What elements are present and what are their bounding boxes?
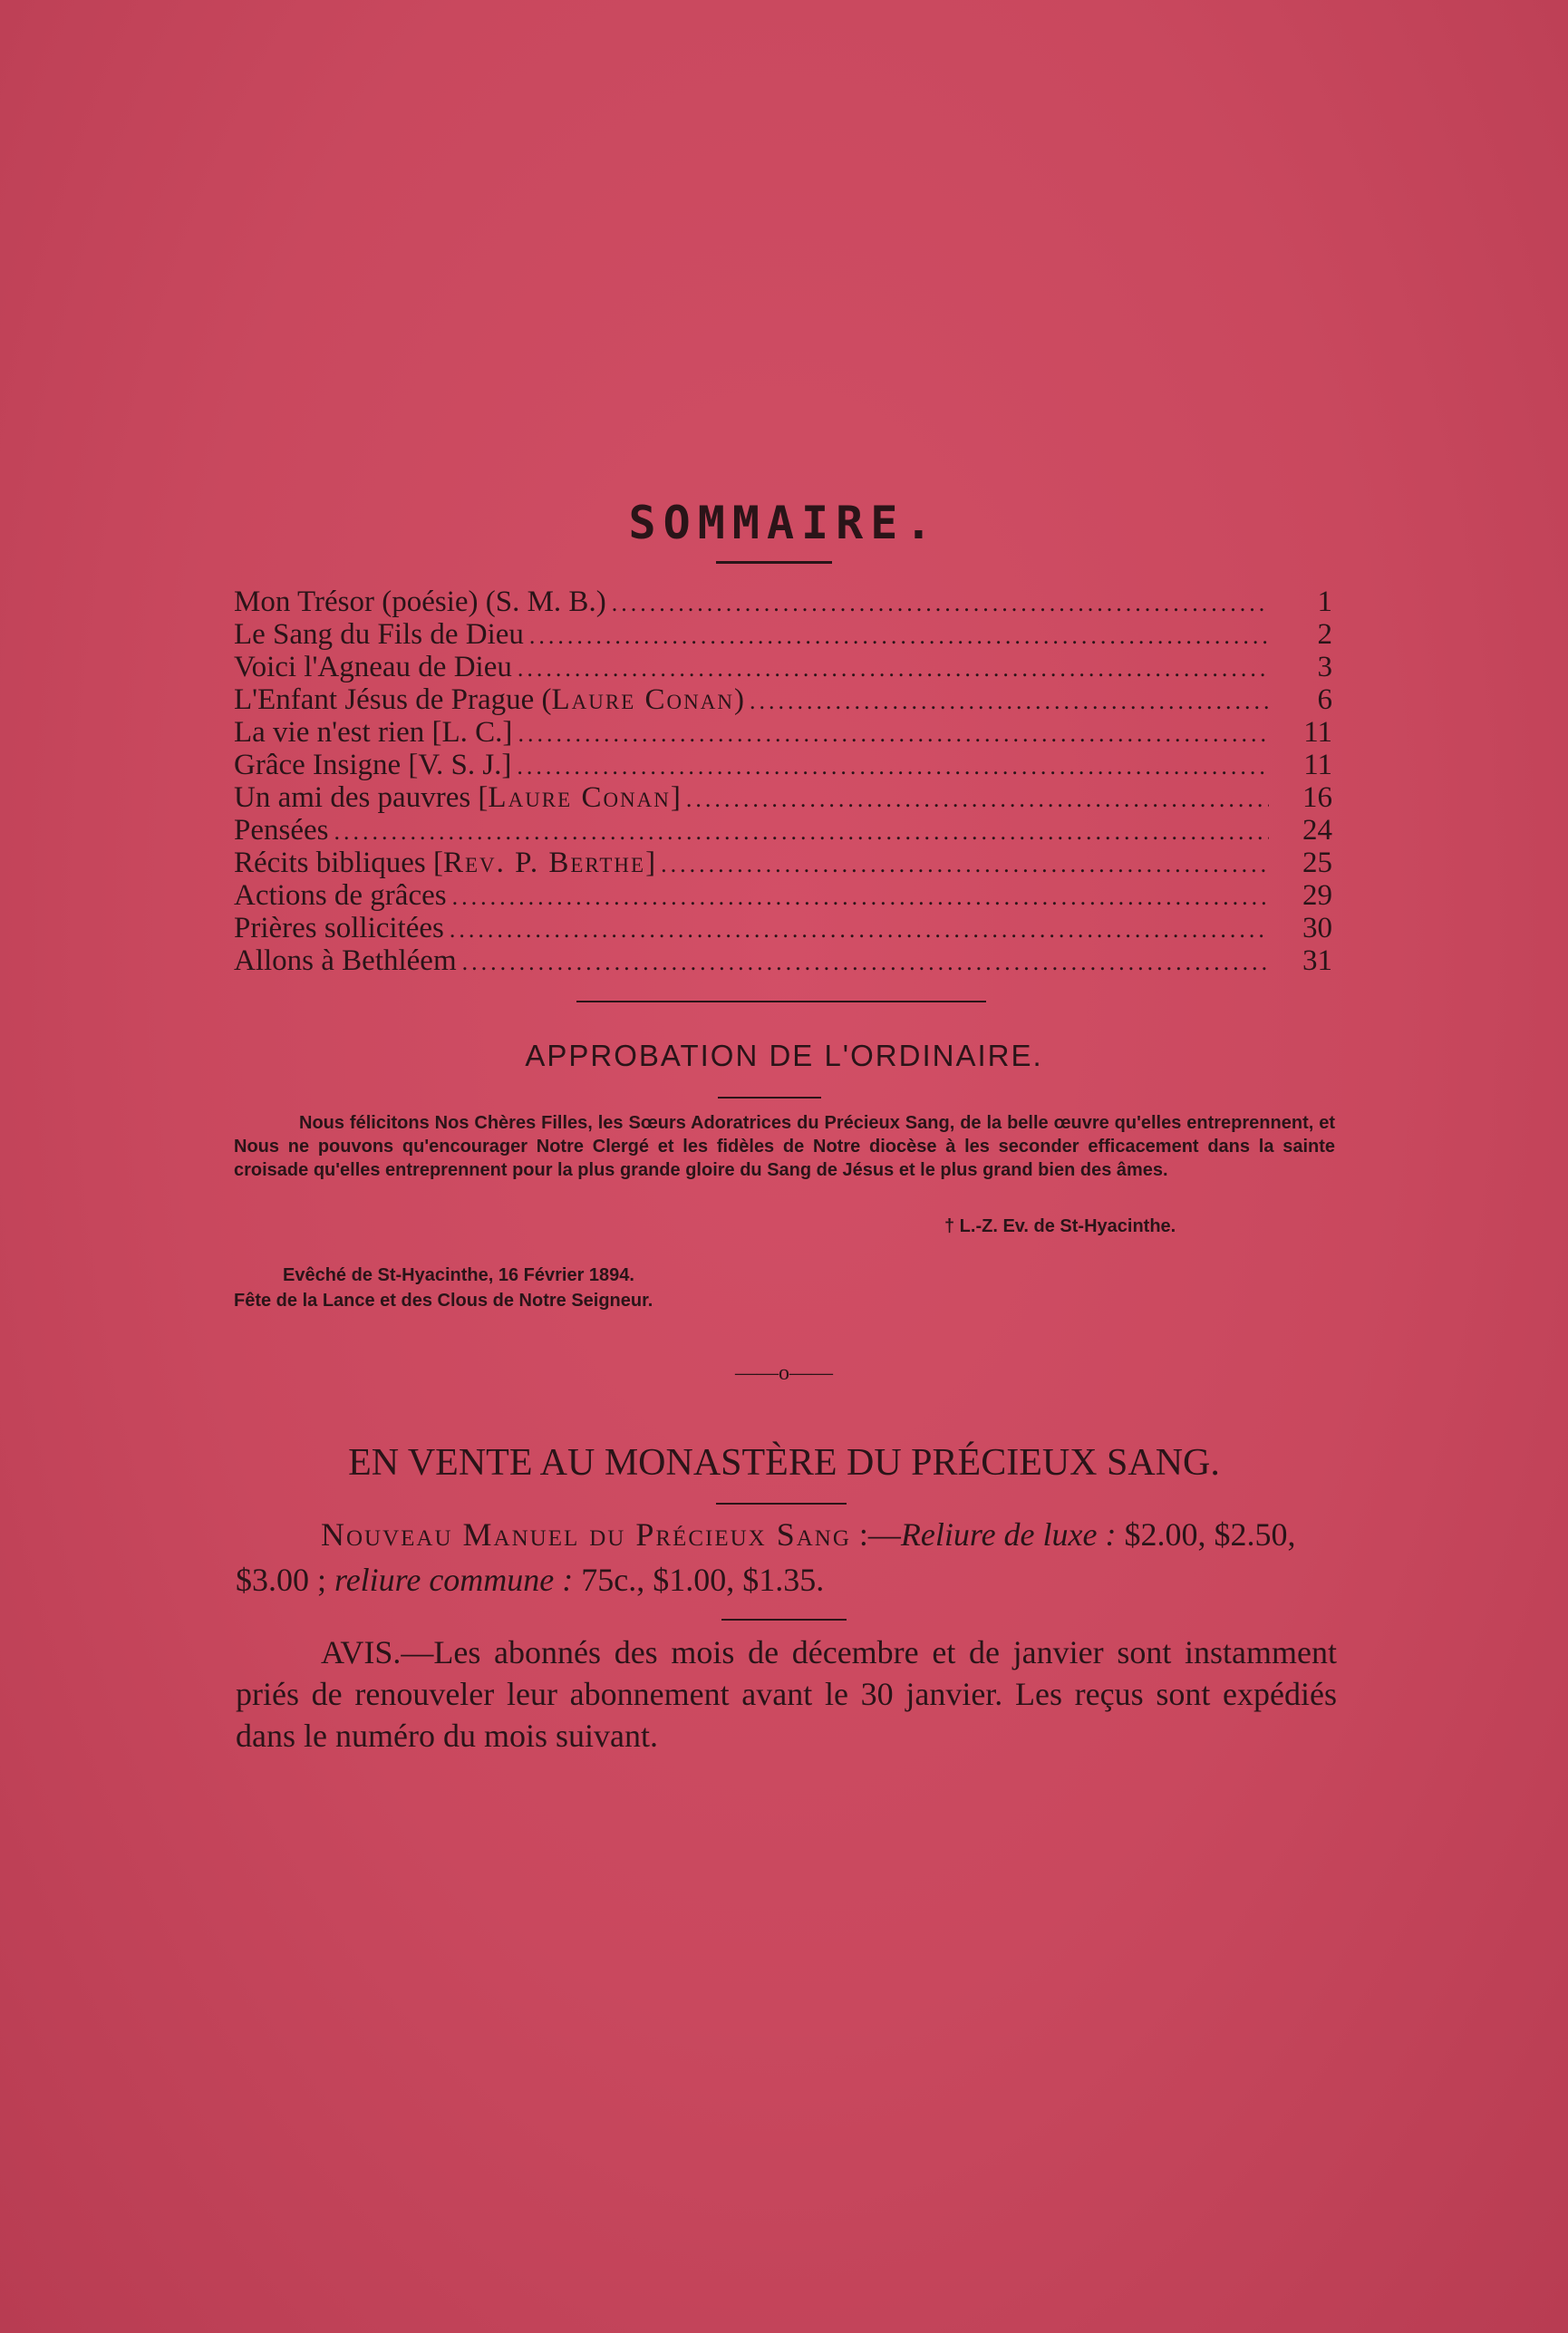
- commune-prices: 75c., $1.00, $1.35.: [573, 1562, 825, 1598]
- toc-page-number: 16: [1302, 781, 1332, 814]
- toc-author: Laure Conan: [488, 781, 671, 814]
- toc-title: [234, 781, 681, 814]
- toc-row[interactable]: [234, 912, 1332, 944]
- toc-title: [234, 683, 744, 716]
- toc-title-suffix: ]: [670, 781, 681, 814]
- toc-row[interactable]: [234, 847, 1332, 879]
- toc-leader-dots: [612, 587, 1269, 620]
- toc-row[interactable]: [234, 781, 1332, 814]
- toc-page-number: 31: [1302, 944, 1332, 977]
- toc-title: Actions de grâces: [234, 879, 447, 912]
- toc-title: Voici l'Agneau de Dieu: [234, 651, 512, 683]
- toc-title: Prières sollicitées: [234, 912, 444, 944]
- toc-page-number: 1: [1317, 586, 1332, 618]
- luxe-label: Reliure de luxe :: [900, 1516, 1117, 1553]
- toc-title-suffix: ): [733, 683, 744, 716]
- luxe-prices: $2.00, $2.50, $3.00 ;: [236, 1516, 1296, 1598]
- table-of-contents: [234, 586, 1332, 977]
- toc-leader-dots: [334, 816, 1269, 848]
- toc-leader-dots: [750, 685, 1269, 718]
- ornament-divider: ——o——: [735, 1361, 833, 1385]
- title-underline: [716, 561, 832, 564]
- toc-leader-dots: [452, 881, 1269, 914]
- toc-title-suffix: ]: [645, 847, 656, 879]
- toc-page-number: 11: [1303, 749, 1332, 781]
- toc-title: [234, 847, 655, 879]
- manual-name: Nouveau Manuel du Précieux Sang: [321, 1516, 851, 1553]
- toc-page-number: 24: [1302, 814, 1332, 847]
- toc-leader-dots: [517, 750, 1269, 783]
- toc-row[interactable]: [234, 651, 1332, 683]
- toc-author: Rev. P. Berthe: [442, 847, 646, 879]
- commune-label: reliure commune :: [334, 1562, 574, 1598]
- manual-separator: :—: [850, 1516, 901, 1553]
- toc-row[interactable]: [234, 879, 1332, 912]
- toc-leader-dots: [518, 718, 1269, 750]
- toc-row[interactable]: [234, 618, 1332, 651]
- toc-row[interactable]: [234, 749, 1332, 781]
- approbation-text: Nous félicitons Nos Chères Filles, les Sœurs Adoratrices du Précieux Sang, de la belle œuvre qu'elles entreprennent, et Nous ne pouvons qu'encourager Notre Clergé et les fidèles de Notre diocèse à les seconder efficacement dans la sainte croisade qu'elles entreprennent pour la plus grande gloire du Sang de Jésus et le plus grand bien des âmes.: [234, 1113, 1335, 1180]
- toc-page-number: 6: [1317, 683, 1332, 716]
- bishop-signature: † L.-Z. Ev. de St-Hyacinthe.: [944, 1216, 1176, 1236]
- toc-title: Grâce Insigne [V. S. J.]: [234, 749, 512, 781]
- toc-row[interactable]: [234, 586, 1332, 618]
- toc-title-text: L'Enfant Jésus de Prague (: [234, 683, 552, 716]
- toc-title: Allons à Bethléem: [234, 944, 457, 977]
- sale-heading: EN VENTE AU MONASTÈRE DU PRÉCIEUX SANG.: [348, 1442, 1220, 1484]
- toc-leader-dots: [529, 620, 1269, 653]
- toc-title-text: Récits bibliques [: [234, 847, 443, 879]
- toc-row[interactable]: [234, 683, 1332, 716]
- toc-page-number: 25: [1302, 847, 1332, 879]
- approbation-feast: Fête de la Lance et des Clous de Notre Seigneur.: [234, 1291, 653, 1311]
- toc-title: Pensées: [234, 814, 329, 847]
- toc-title: La vie n'est rien [L. C.]: [234, 716, 513, 749]
- approbation-underline: [718, 1097, 821, 1099]
- manual-prices: [236, 1512, 1337, 1602]
- toc-page-number: 11: [1303, 716, 1332, 749]
- toc-leader-dots: [661, 848, 1269, 881]
- page-title: SOMMAIRE.: [628, 497, 940, 549]
- toc-page-number: 29: [1302, 879, 1332, 912]
- sale-underline: [716, 1503, 847, 1505]
- toc-author: Laure Conan: [551, 683, 734, 716]
- subscription-notice: AVIS.—Les abonnés des mois de décembre et de janvier sont instamment priés de renouveler leur abonnement avant le 30 janvier. Les reçus sont expédiés dans le numéro du mois suivant.: [236, 1634, 1337, 1754]
- toc-leader-dots: [686, 783, 1269, 816]
- toc-row[interactable]: [234, 944, 1332, 977]
- toc-page-number: 3: [1317, 651, 1332, 683]
- toc-page-number: 2: [1317, 618, 1332, 651]
- approbation-heading: APPROBATION DE L'ORDINAIRE.: [525, 1039, 1043, 1072]
- toc-row[interactable]: [234, 716, 1332, 749]
- approbation-place-date: Evêché de St-Hyacinthe, 16 Février 1894.: [283, 1265, 634, 1285]
- toc-title: Mon Trésor (poésie) (S. M. B.): [234, 586, 606, 618]
- toc-title: Le Sang du Fils de Dieu: [234, 618, 524, 651]
- toc-leader-dots: [462, 946, 1269, 979]
- toc-row[interactable]: [234, 814, 1332, 847]
- toc-leader-dots: [518, 653, 1269, 685]
- toc-leader-dots: [450, 914, 1269, 946]
- section-divider: [576, 1001, 986, 1002]
- toc-page-number: 30: [1302, 912, 1332, 944]
- toc-title-text: Un ami des pauvres [: [234, 781, 489, 814]
- avis-divider: [721, 1619, 847, 1621]
